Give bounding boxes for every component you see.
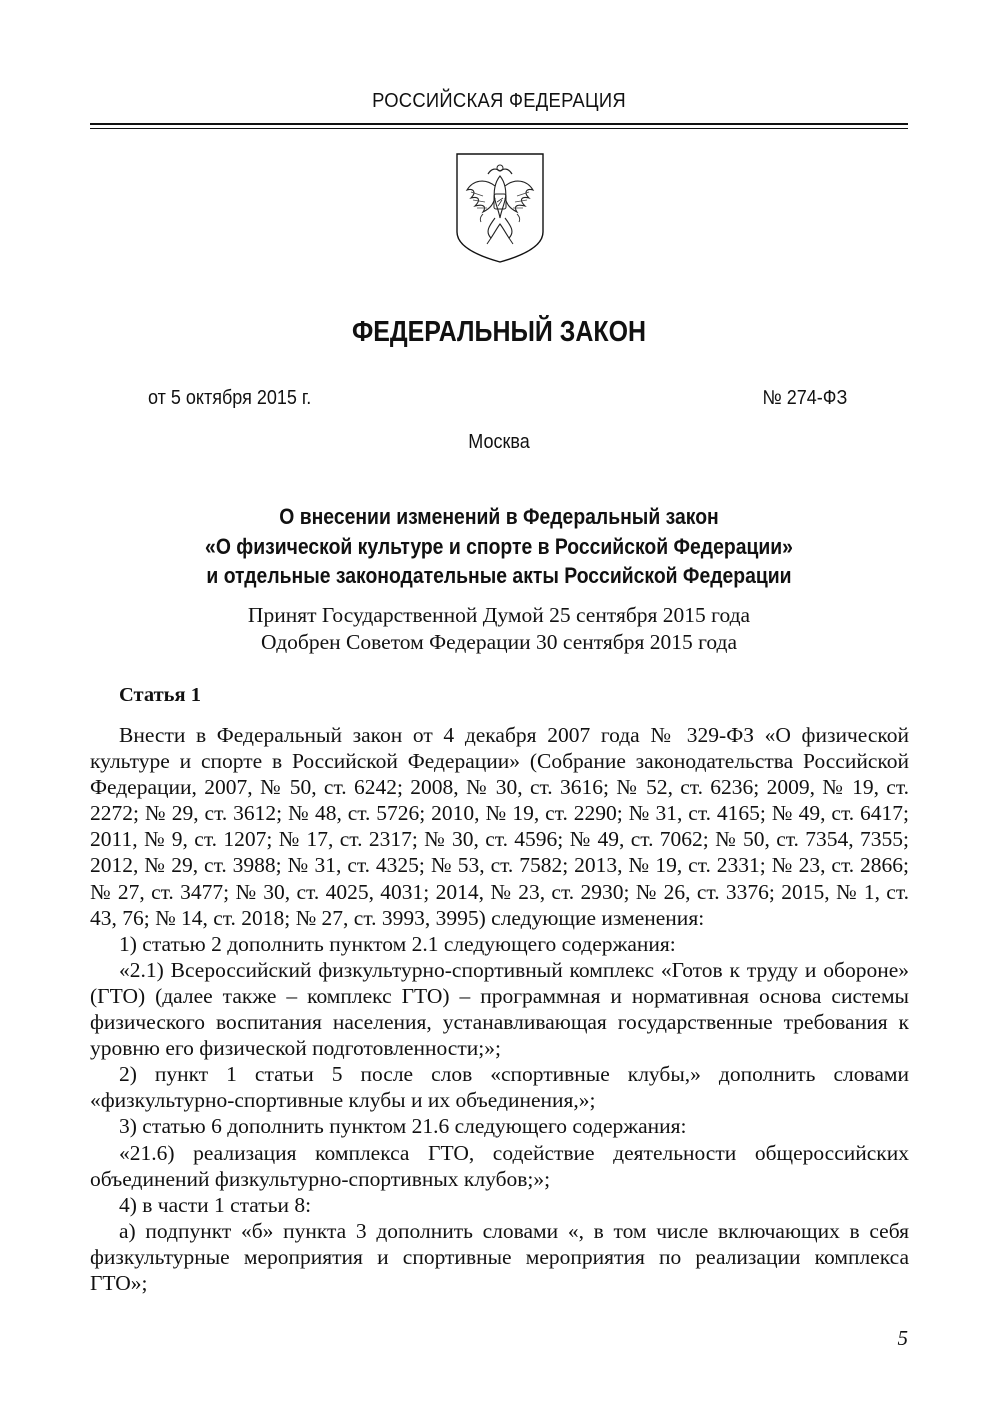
adoption-line-council: Одобрен Советом Федерации 30 сентября 2015 года	[260, 630, 737, 654]
adoption-info	[90, 602, 908, 656]
adoption-line-duma: Принят Государственной Думой 25 сентября 2015 года	[247, 603, 751, 627]
header-rule-thick	[90, 123, 908, 125]
subject-line: и отдельные законодательные акты Российской Федерации	[206, 563, 792, 588]
document-date: от 5 октября 2015 г.	[148, 387, 312, 409]
document-city: Москва	[468, 431, 530, 453]
running-header: РОССИЙСКАЯ ФЕДЕРАЦИЯ	[372, 90, 626, 112]
paragraph: «21.6) реализация комплекса ГТО, содействие деятельности общероссийских объединений физкультурно-спортивных клубов;»;	[90, 1140, 909, 1191]
law-subject	[90, 502, 908, 591]
subject-line: О внесении изменений в Федеральный закон	[279, 504, 719, 529]
paragraph: 3) статью 6 дополнить пунктом 21.6 следующего содержания:	[119, 1114, 687, 1139]
paragraph: «2.1) Всероссийский физкультурно-спортивный комплекс «Готов к труду и обороне» (ГТО) (далее также – комплекс ГТО) – программная и нормативная основа системы физического воспитания населения, устанавливающая государственные требования к уровню его физической подготовленности;»;	[90, 957, 909, 1061]
paragraph: 4) в части 1 статьи 8:	[119, 1192, 312, 1217]
document-title: ФЕДЕРАЛЬНЫЙ ЗАКОН	[351, 316, 647, 348]
subject-line: «О физической культуре и спорте в Российской Федерации»	[205, 533, 793, 559]
document-number: № 274-ФЗ	[762, 387, 847, 409]
article-heading: Статья 1	[119, 684, 201, 706]
header-rule-thin	[90, 128, 908, 129]
article-body	[90, 722, 909, 1296]
paragraph: 2) пункт 1 статьи 5 после слов «спортивные клубы,» дополнить словами «физкультурно-спортивные клубы и их объединения,»;	[90, 1062, 909, 1113]
paragraph: а) подпункт «б» пункта 3 дополнить словами «, в том числе включающих в себя физкультурные мероприятия и спортивные мероприятия по реализации комплекса ГТО»;	[90, 1218, 909, 1295]
paragraph: Внести в Федеральный закон от 4 декабря 2007 года № 329-ФЗ «О физической культуре и спорте в Российской Федерации» (Собрание законодательства Российской Федерации, 2007, № 50, ст. 6242; 2008, № 30, ст. 3616; № 52, ст. 6236; 2009, № 19, ст. 2272; № 29, ст. 3612; № 48, ст. 5726; 2010, № 19, ст. 2290; № 31, ст. 4165; № 49, ст. 6417; 2011, № 9, ст. 1207; № 17, ст. 2317; № 30, ст. 4596; № 49, ст. 7062; № 50, ст. 7354, 7355; 2012, № 29, ст. 3988; № 31, ст. 4325; № 53, ст. 7582; 2013, № 19, ст. 2331; № 23, ст. 2866; № 27, ст. 3477; № 30, ст. 4025, 4031; 2014, № 23, ст. 2930; № 26, ст. 3376; 2015, № 1, ст. 43, 76; № 14, ст. 2018; № 27, ст. 3993, 3995) следующие изменения:	[90, 723, 909, 930]
page-number: 5	[897, 1326, 908, 1350]
paragraph: 1) статью 2 дополнить пунктом 2.1 следующего содержания:	[119, 931, 676, 956]
russian-coat-of-arms-icon	[455, 152, 545, 264]
